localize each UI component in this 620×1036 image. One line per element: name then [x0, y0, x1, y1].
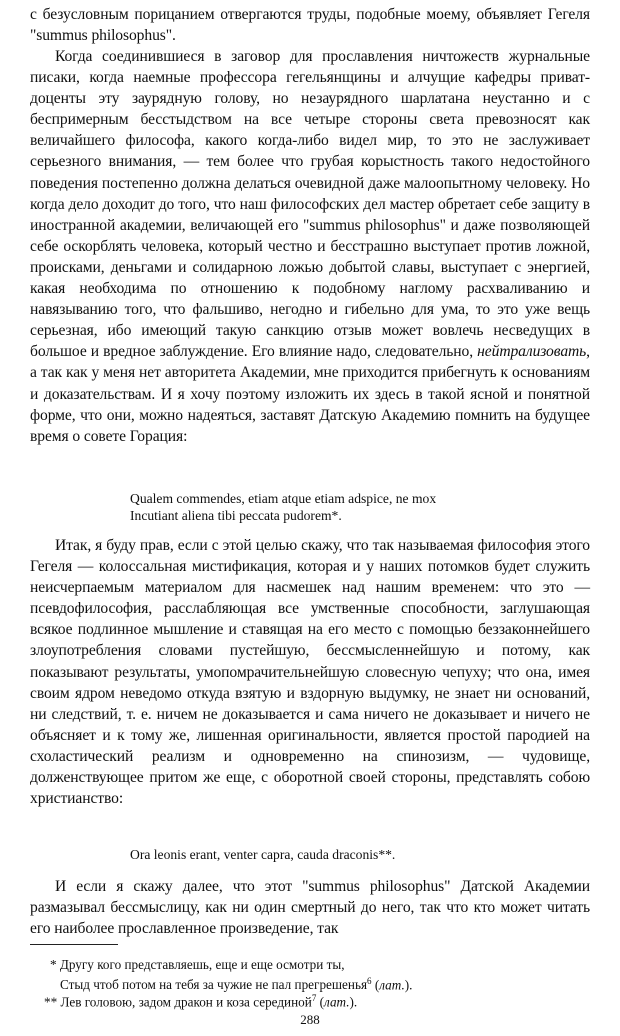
latin-quote-chimera: Ora leonis erant, venter capra, cauda draconis**.: [130, 847, 396, 862]
footnote-lang: лат.: [379, 977, 405, 993]
footnote-2: ** Лев головою, задом дракон и коза серединой$^7$ (лат.).: [44, 993, 358, 1010]
paragraph-continuation: с безусловным порицанием отвергаются труды, подобные моему, объявляет Гегеля "summus philosophus".: [30, 6, 590, 45]
footnote-line: Стыд чтоб потом на тебя за чужие не пал прегрешенья$^6$ (лат.).: [50, 973, 610, 993]
footnote-divider: [30, 944, 118, 945]
paragraph-conspiracy: [30, 46, 590, 447]
quote-line: Incutiant aliena tibi peccata pudorem*.: [130, 508, 342, 523]
paragraph-summus: И если я скажу далее, что этот "summus philosophus" Датской Академии размазывал бессмыслицу, как ни один смертный до него, так что кто может читать его наиболее прославленное произведение, так: [30, 878, 590, 938]
footnote-line: * Другу кого представляешь, еще и еще осмотри ты,: [50, 957, 345, 972]
quote-line: Qualem commendes, etiam atque etiam adspice, ne mox: [130, 491, 437, 506]
page-number: 288: [300, 1012, 320, 1027]
footnote-ref: 7: [311, 993, 317, 1003]
footnote-text: Стыд чтоб потом на тебя за чужие не пал прегрешенья: [60, 977, 368, 993]
italic-emphasis: нейтрализовать: [477, 343, 587, 361]
paragraph-mystification: Итак, я буду прав, если с этой целью скажу, что так называемая философия этого Гегеля — колоссальная мистификация, которая и у наших потомков будет служить неисчерпаемым материалом для насмешек над нашим временем: что это — псевдофилософия, расслабляющая все умственные способности, заглушающая всякое подлинное мышление и ставящая на его место с помощью беззаконнейшего злоупотребления словами пустейшую, бессмысленнейшую и потому, как показывают результаты, умопомрачительнейшую словесную чепуху; что она, имея своим ядром неведомо откуда взятую и вздорную выдумку, не знает ни оснований, ни следствий, т. е. ничем не доказывается и сама ничего не доказывает и ничего не объясняет и к тому же, лишенная оригинальности, является простой пародией на схоластический реализм и одновременно на спинозизм, — чудовище, долженствующее притом же еще, с оборотной своей стороны, представлять собою христианство:: [30, 537, 590, 808]
latin-quote-horace: [130, 490, 436, 524]
footnote-1: [30, 956, 610, 993]
footnote-text: ** Лев головою, задом дракон и коза серединой: [44, 994, 312, 1010]
paragraph-text: , а так как у меня нет авторитета Академии, мне приходится прибегнуть к основаниям и доказательствам. И я хочу поэтому изложить их здесь в такой ясной и понятной форме, что они, можно надеяться, заставят Датскую Академию помнить на будущее время о совете Горация:: [30, 343, 590, 445]
footnote-ref: 6: [367, 976, 372, 986]
footnote-lang: лат.: [324, 994, 350, 1010]
paragraph-text: Когда соединившиеся в заговор для прославления ничтожеств журнальные писаки, когда наемные профессора гегельянщины и алчущие кафедры приват-доценты эту заурядную голову, но незаурядного шарлатана неустанно и с беспримерным бесстыдством на все четыре стороны света превозносят как величайшего философа, какого когда-либо видел мир, то это не заслуживает серьезного внимания, — тем более что грубая корыстность такого недостойного поведения постепенно должна делаться очевидной даже малоопытному человеку. Но когда дело доходит до того, что наш философских дел мастер обретает себе защиту в иностранной академии, величающей его "summus philosophus" и даже позволяющей себе оскорблять человека, который честно и бесстрашно выступает против ложной, происками, деньгами и солидарною ложью добытой славы, выступает с энергией, какая необходима по отношению к подобному наглому расхваливанию и навязыванию того, что фальшиво, негодно и гибельно для ума, то это уже вещь серьезная, ибо имеющий такую санкцию отзыв может вовлечь несведущих в большое и вредное заблуждение. Его влияние надо, следовательно,: [30, 48, 590, 361]
